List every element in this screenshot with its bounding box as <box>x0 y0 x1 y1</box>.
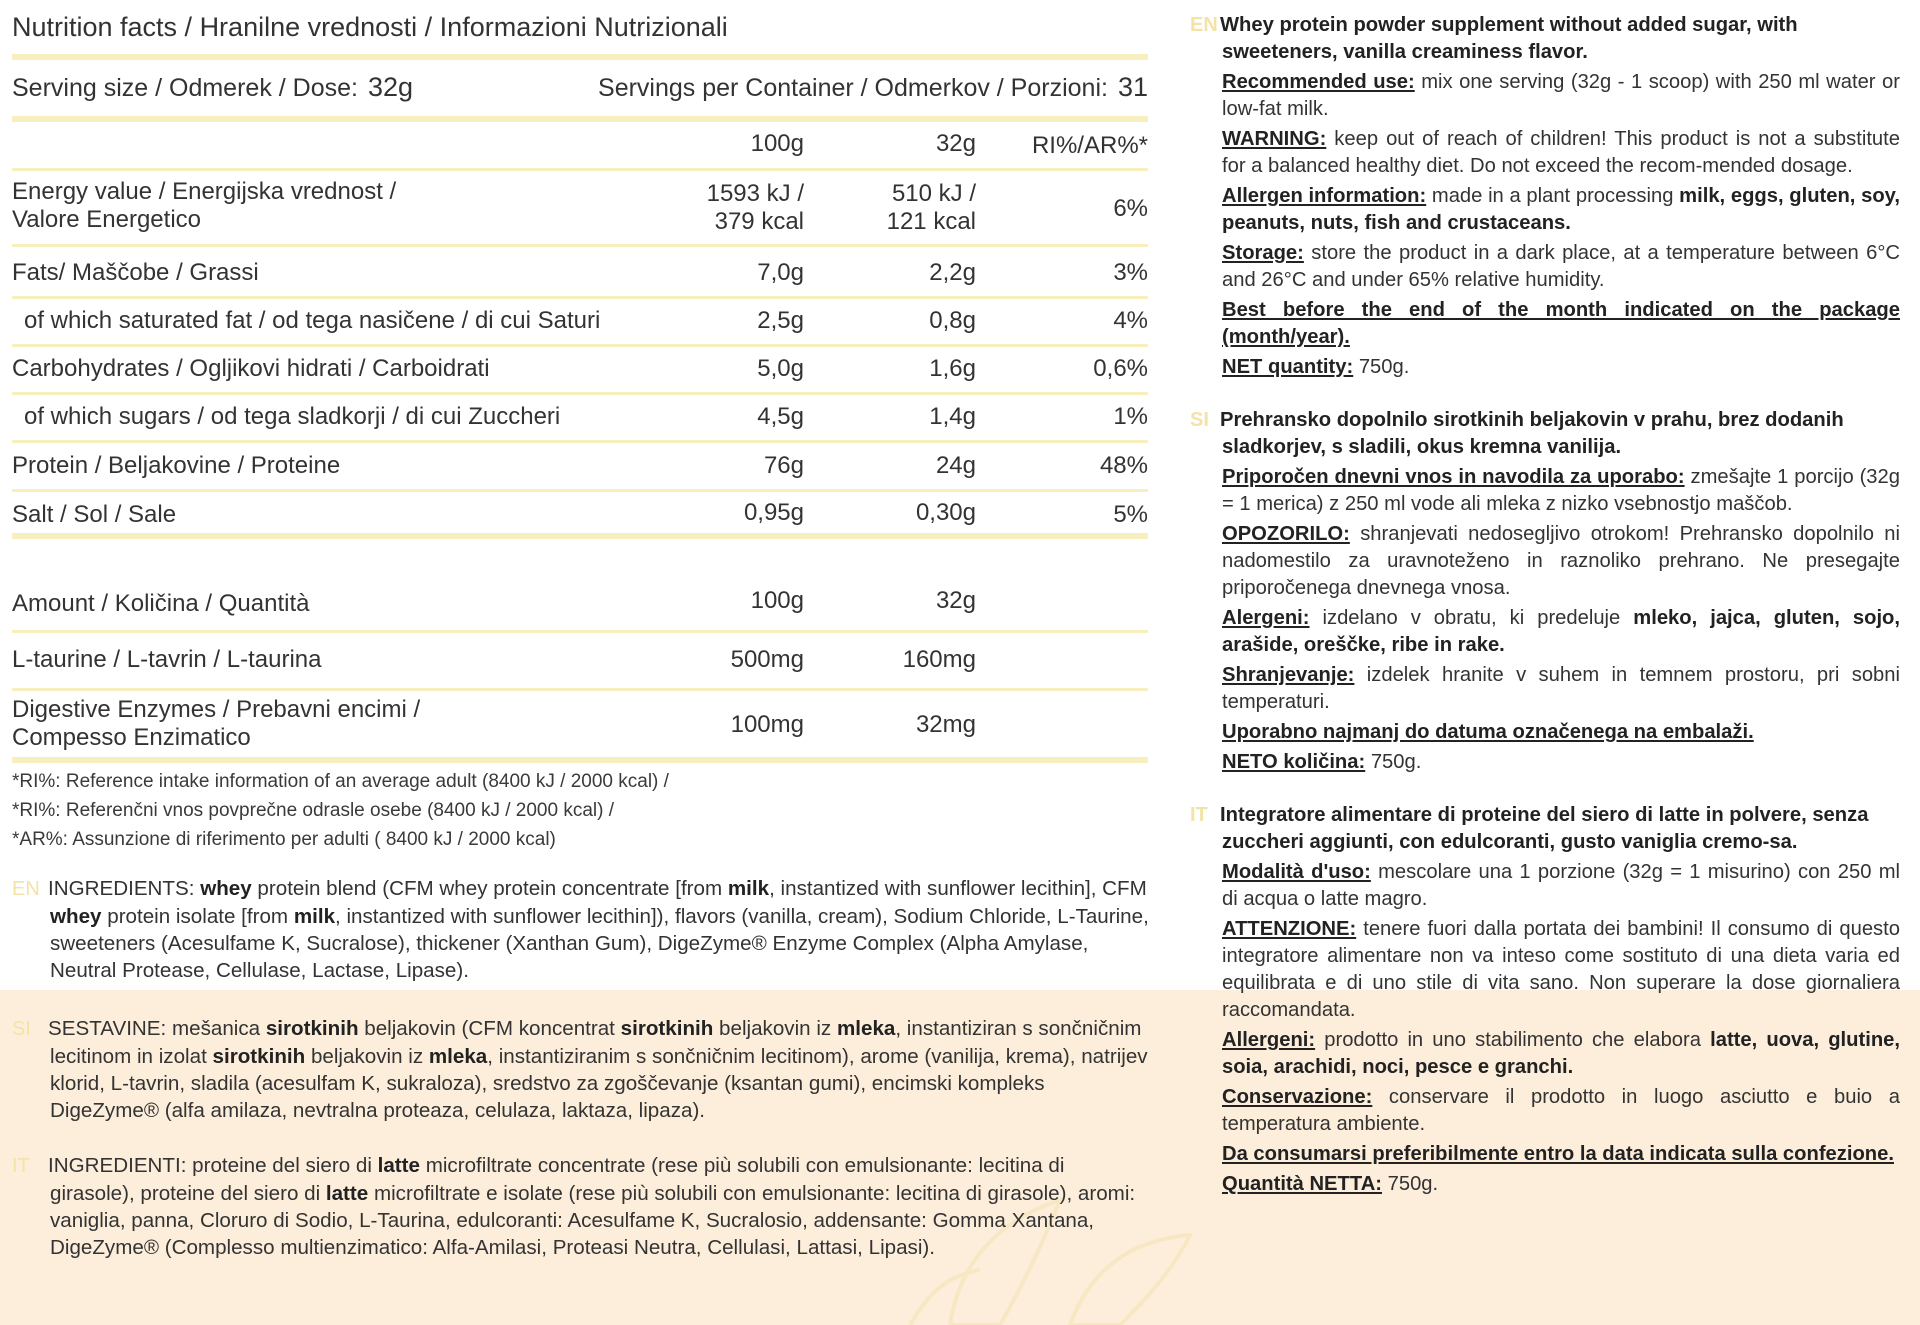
carbs-ri: 0,6% <box>1093 355 1148 382</box>
footnote-en: *RI%: Reference intake information of an average adult (8400 kJ / 2000 kcal) / <box>12 771 669 792</box>
net-quantity: NETO količina: 750g. <box>1222 751 1422 773</box>
column-header-ri: RI%/AR%* <box>1031 132 1148 159</box>
divider <box>12 116 1148 122</box>
enzymes-100g: 100mg <box>730 711 804 738</box>
divider <box>12 392 1148 395</box>
energy-32g: 510 kJ / 121 kcal <box>886 180 976 235</box>
nutrition-title: Nutrition facts / Hranilne vrednosti / Informazioni Nutrizionali <box>12 12 728 42</box>
product-info-si <box>1190 407 1900 776</box>
table-row-protein: Protein / Beljakovine / Proteine <box>12 452 341 479</box>
best-before: Uporabno najmanj do datuma označenega na embalaži. <box>1222 721 1754 743</box>
language-tag: IT <box>12 1155 30 1177</box>
ingredients-si: SI SESTAVINE: mešanica sirotkinih beljakovin (CFM koncentrat sirotkinih beljakovin iz mleka, instantiziran s sončničnim lecitinom in izolat sirotkinih beljakovin iz mleka, instantiziranim s sončničnim lecitinom), arome (vanilija, krema), natrijev klorid, L-tavrin, sladila (acesulfam K, sukraloza), sredstvo za zgoščevanje (ksantan gumi), encimski kompleks DigeZyme® (alfa amilaza, nevtralna proteaza, celulaza, laktaza, lipaza). <box>12 1017 1148 1122</box>
divider <box>12 296 1148 299</box>
column-header-100g: 100g <box>750 130 804 157</box>
recommended-use: Recommended use: mix one serving (32g - 1 scoop) with 250 ml water or low-fat milk. <box>1222 71 1900 120</box>
storage: Conservazione: conservare il prodotto in luogo asciutto e buio a temperatura ambiente. <box>1222 1086 1900 1135</box>
language-tag: SI <box>12 1018 31 1040</box>
language-tag: EN <box>12 878 40 900</box>
divider <box>12 54 1148 60</box>
enzymes-32g: 32mg <box>915 711 976 738</box>
product-info-it <box>1190 802 1900 1198</box>
salt-32g: 0,30g <box>915 499 976 526</box>
sugars-32g: 1,4g <box>929 403 976 430</box>
carbs-32g: 1,6g <box>929 355 976 382</box>
net-quantity: NET quantity: 750g. <box>1222 356 1410 378</box>
table-row-saturated-fat: of which saturated fat / od tega nasičene / di cui Saturi <box>24 307 601 334</box>
saturated-ri: 4% <box>1113 307 1148 334</box>
language-tag: EN <box>1190 14 1218 36</box>
divider <box>12 244 1148 247</box>
divider <box>12 440 1148 443</box>
table-row-taurine: L-taurine / L-tavrin / L-taurina <box>12 646 322 673</box>
language-tag: IT <box>1190 804 1208 826</box>
allergen-info: Alergeni: izdelano v obratu, ki predeluje mleko, jajca, gluten, sojo, arašide, oreščke, ribe in rake. <box>1222 607 1900 656</box>
divider <box>12 489 1148 492</box>
recommended-use: Modalità d'uso: mescolare una 1 porzione (32g = 1 misurino) con 250 ml di acqua o latte magro. <box>1222 861 1901 910</box>
allergen-info: Allergen information: made in a plant processing milk, eggs, gluten, soy, peanuts, nuts, fish and crustaceans. <box>1222 185 1900 234</box>
sugars-ri: 1% <box>1113 403 1148 430</box>
servings-per-container: Servings per Container / Odmerkov / Porzioni: 31 <box>598 72 1148 102</box>
product-heading: SI Prehransko dopolnilo sirotkinih beljakovin v prahu, brez dodanih sladkorjev, s sladili, okus kremna vanilija. <box>1190 409 1844 458</box>
allergen-info: Allergeni: prodotto in uno stabilimento che elabora latte, uova, glutine, soia, arachidi, noci, pesce e granchi. <box>1222 1029 1900 1078</box>
divider <box>12 168 1148 171</box>
sugars-100g: 4,5g <box>757 403 804 430</box>
footnote-si: *RI%: Referenčni vnos povprečne odrasle osebe (8400 kJ / 2000 kcal) / <box>12 800 614 821</box>
ingredients-it: IT INGREDIENTI: proteine del siero di latte microfiltrate concentrate (rese più solubili con emulsionante: lecitina di girasole), proteine del siero di latte microfiltrate e isolate (rese più solubili con emulsionante: lecitina di girasole), aromi: vaniglia, panna, Cloruro di Sodio, L-Taurina, edulcoranti: Acesulfame K, Sucralosio, addensante: Gomma Xantana, DigeZyme® (Complesso multienzimatico: Alfa-Amilasi, Proteasi Neutra, Cellulasi, Lattasi, Lipasi). <box>12 1154 1136 1259</box>
energy-ri: 6% <box>1113 195 1148 222</box>
fats-ri: 3% <box>1113 259 1148 286</box>
amount-100g: 100g <box>750 587 804 614</box>
table-row-sugars: of which sugars / od tega sladkorji / di cui Zuccheri <box>24 403 561 430</box>
salt-100g: 0,95g <box>743 499 804 526</box>
taurine-32g: 160mg <box>902 646 976 673</box>
warning: WARNING: keep out of reach of children! This product is not a substitute for a balanced healthy diet. Do not exceed the recom-mended dosage. <box>1222 128 1900 177</box>
fats-32g: 2,2g <box>929 259 976 286</box>
warning: ATTENZIONE: tenere fuori dalla portata dei bambini! Il consumo di questo integratore alimentare non va inteso come sostituto di una dieta varia ed equilibrata e di uno stile di vita sano. Non superare la dose giornaliera raccomandata. <box>1222 918 1900 1021</box>
divider <box>12 688 1148 691</box>
best-before: Best before the end of the month indicated on the package (month/year). <box>1222 299 1900 348</box>
warning: OPOZORILO: shranjevati nedosegljivo otrokom! Prehransko dopolnilo ni nadomestilo za uravnoteženo in raznoliko prehrano. Ne presegajte priporočenega dnevnega vnosa. <box>1222 523 1900 599</box>
energy-100g: 1593 kJ / 379 kcal <box>706 180 804 235</box>
recommended-use: Priporočen dnevni vnos in navodila za uporabo: zmešajte 1 porcijo (32g = 1 merica) z 250 ml vode ali mleka z nizko vsebnostjo maščob. <box>1222 466 1900 515</box>
saturated-100g: 2,5g <box>757 307 804 334</box>
carbs-100g: 5,0g <box>757 355 804 382</box>
storage: Storage: store the product in a dark place, at a temperature between 6°C and 26°C and under 65% relative humidity. <box>1222 242 1900 291</box>
ingredients-en: EN INGREDIENTS: whey protein blend (CFM whey protein concentrate [from milk, instantized with sunflower lecithin], CFM whey protein isolate [from milk, instantized with sunflower lecithin]), flavors (vanilla, cream), Sodium Chloride, L-Taurine, sweeteners (Acesulfame K, Sucralose), thickener (Xanthan Gum), DigeZyme® Enzyme Complex (Alpha Amylase, Neutral Protease, Cellulase, Lactase, Lipase). <box>12 877 1149 982</box>
language-tag: SI <box>1190 409 1209 431</box>
table-row-amount: Amount / Količina / Quantità <box>12 590 310 617</box>
protein-100g: 76g <box>763 452 804 479</box>
product-info-column <box>1190 12 1900 1224</box>
net-quantity: Quantità NETTA: 750g. <box>1222 1173 1439 1195</box>
saturated-32g: 0,8g <box>929 307 976 334</box>
table-row-carbohydrates: Carbohydrates / Ogljikovi hidrati / Carboidrati <box>12 355 490 382</box>
footnote-it: *AR%: Assunzione di riferimento per adulti ( 8400 kJ / 2000 kcal) <box>12 829 556 850</box>
table-row-salt: Salt / Sol / Sale <box>12 501 177 528</box>
table-row-digestive-enzymes: Digestive Enzymes / Prebavni encimi / Compesso Enzimatico <box>12 696 421 751</box>
product-heading: EN Whey protein powder supplement without added sugar, with sweeteners, vanilla creaminess flavor. <box>1190 14 1798 63</box>
storage: Shranjevanje: izdelek hranite v suhem in temnem prostoru, pri sobni temperaturi. <box>1222 664 1900 713</box>
divider <box>12 344 1148 347</box>
table-row-energy: Energy value / Energijska vrednost / Valore Energetico <box>12 178 397 233</box>
column-header-32g: 32g <box>935 130 976 157</box>
fats-100g: 7,0g <box>757 259 804 286</box>
table-row-fats: Fats/ Maščobe / Grassi <box>12 259 259 286</box>
amount-32g: 32g <box>935 587 976 614</box>
protein-32g: 24g <box>935 452 976 479</box>
taurine-100g: 500mg <box>730 646 804 673</box>
product-heading: IT Integratore alimentare di proteine del siero di latte in polvere, senza zuccheri aggiunti, con edulcoranti, gusto vaniglia cremo-sa. <box>1190 804 1869 853</box>
product-info-en <box>1190 12 1900 381</box>
serving-size: Serving size / Odmerek / Dose: 32g <box>12 72 414 102</box>
divider <box>12 533 1148 539</box>
salt-ri: 5% <box>1113 501 1148 528</box>
divider <box>12 630 1148 633</box>
divider <box>12 757 1148 763</box>
protein-ri: 48% <box>1099 452 1148 479</box>
best-before: Da consumarsi preferibilmente entro la data indicata sulla confezione. <box>1222 1143 1894 1165</box>
